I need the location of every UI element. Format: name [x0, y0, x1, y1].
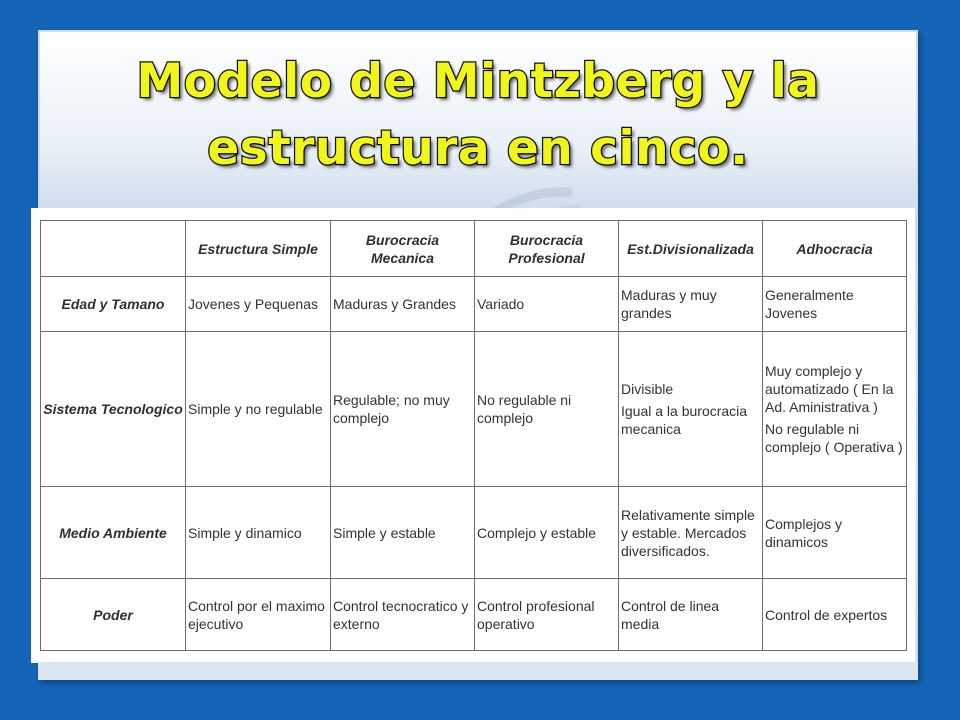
cell-text: Maduras y muy grandes — [621, 287, 717, 321]
table-header-cell: Adhocracia — [763, 221, 907, 277]
cell-text: No regulable ni complejo ( Operativa ) — [765, 421, 903, 455]
table-cell — [475, 487, 619, 579]
slide-title — [38, 48, 918, 182]
cell-text: Relativamente simple y estable. Mercados diversificados. — [621, 506, 755, 559]
table-header-cell: Burocracia Profesional — [475, 221, 619, 277]
table-cell — [763, 579, 907, 651]
cell-text: Maduras y Grandes — [333, 296, 456, 312]
cell-text: Control de expertos — [765, 606, 888, 623]
row-header-cell: Medio Ambiente — [41, 487, 186, 579]
cell-text: Complejo y estable — [477, 524, 597, 541]
table-cell — [475, 277, 619, 332]
cell-text: Regulable; no muy complejo — [333, 392, 450, 426]
table-header-row — [41, 221, 907, 277]
table-row — [41, 277, 907, 332]
cell-text: Complejos y dinamicos — [765, 515, 843, 550]
table-cell — [186, 277, 331, 332]
table-cell — [763, 332, 907, 487]
title-line-2: estructura en cinco. — [207, 121, 749, 176]
cell-text: Simple y estable — [333, 524, 436, 541]
cell-text: Simple y no regulable — [188, 401, 323, 417]
table-header-cell: Estructura Simple — [186, 221, 331, 277]
table-cell — [475, 332, 619, 487]
cell-text: Igual a la burocracia mecanica — [621, 403, 748, 437]
row-header-cell: Sistema Tecnologico — [41, 332, 186, 487]
table-cell — [331, 579, 475, 651]
cell-text: Control de linea media — [621, 597, 720, 632]
table-cell — [475, 579, 619, 651]
table-cell — [331, 487, 475, 579]
cell-text: Muy complejo y automatizado ( En la Ad. Aministrativa ) — [765, 363, 894, 415]
table-cell — [619, 277, 763, 332]
row-header-cell: Poder — [41, 579, 186, 651]
table-cell — [331, 332, 475, 487]
table-header-cell: Est.Divisionalizada — [619, 221, 763, 277]
cell-text: Control por el maximo ejecutivo — [188, 597, 325, 632]
cell-text: Simple y dinamico — [188, 524, 302, 541]
cell-text: Jovenes y Pequenas — [188, 296, 318, 312]
table-cell — [763, 277, 907, 332]
table-row — [41, 579, 907, 651]
table-cell — [331, 277, 475, 332]
cell-text: Divisible — [621, 381, 674, 397]
table-row — [41, 487, 907, 579]
table-cell — [186, 579, 331, 651]
cell-text: Generalmente Jovenes — [765, 287, 854, 321]
table-row — [41, 332, 907, 487]
table-cell — [619, 487, 763, 579]
cell-text: Control tecnocratico y externo — [333, 597, 469, 632]
table-header-cell: Burocracia Mecanica — [331, 221, 475, 277]
title-line-1: Modelo de Mintzberg y la — [136, 54, 820, 109]
table-cell — [619, 579, 763, 651]
row-header-cell: Edad y Tamano — [41, 277, 186, 332]
table-cell — [186, 332, 331, 487]
table-header-cell — [41, 221, 186, 277]
table-cell — [619, 332, 763, 487]
table-cell — [186, 487, 331, 579]
table-panel — [31, 208, 915, 663]
mintzberg-table — [40, 220, 907, 651]
slide-bottom-strip — [38, 662, 918, 680]
cell-text: Variado — [477, 296, 525, 312]
cell-text: Control profesional operativo — [477, 597, 595, 632]
table-cell — [763, 487, 907, 579]
cell-text: No regulable ni complejo — [477, 392, 572, 426]
